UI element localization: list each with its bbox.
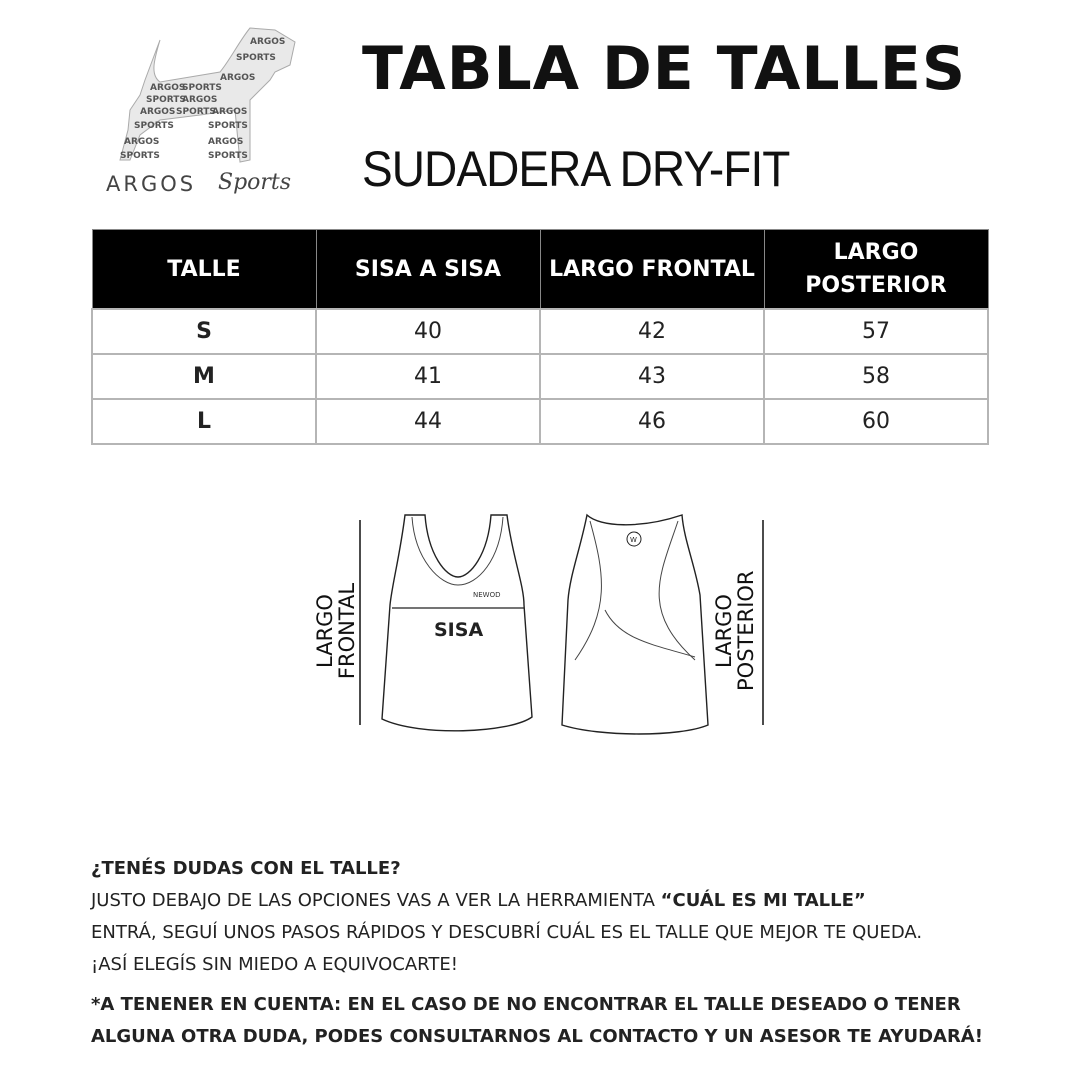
table-header-row xyxy=(92,230,988,310)
svg-text:ARGOS: ARGOS xyxy=(212,107,248,117)
svg-text:NEWOD: NEWOD xyxy=(473,591,501,599)
svg-text:W: W xyxy=(630,536,637,544)
page-title: TABLA DE TALLES xyxy=(362,34,967,104)
size-cell: M xyxy=(92,354,316,399)
back-label-line2: POSTERIOR xyxy=(734,570,758,691)
size-cell: L xyxy=(92,399,316,444)
column-header: LARGO FRONTAL xyxy=(540,230,764,310)
table-cell: 57 xyxy=(764,309,988,354)
column-header: LARGO POSTERIOR xyxy=(764,230,988,310)
help-line-2: ENTRÁ, SEGUÍ UNOS PASOS RÁPIDOS Y DESCUBRÍ CUÁL ES EL TALLE QUE MEJOR TE QUEDA. xyxy=(91,922,923,943)
back-label-line1: LARGO xyxy=(712,594,736,668)
svg-text:SPORTS: SPORTS xyxy=(208,151,248,161)
table-row xyxy=(92,399,988,444)
svg-text:SPORTS: SPORTS xyxy=(146,95,186,105)
table-cell: 41 xyxy=(316,354,540,399)
brand-logo xyxy=(100,20,300,210)
svg-text:SPORTS: SPORTS xyxy=(182,83,222,93)
table-row xyxy=(92,354,988,399)
svg-text:ARGOS: ARGOS xyxy=(140,107,176,117)
table-cell: 46 xyxy=(540,399,764,444)
table-cell: 60 xyxy=(764,399,988,444)
help-line-1 xyxy=(91,885,1031,917)
column-header: TALLE xyxy=(92,230,316,310)
svg-text:ARGOS: ARGOS xyxy=(208,137,244,147)
table-cell: 40 xyxy=(316,309,540,354)
table-row xyxy=(92,309,988,354)
help-notes xyxy=(91,853,1031,1053)
svg-text:SPORTS: SPORTS xyxy=(120,151,160,161)
svg-text:SPORTS: SPORTS xyxy=(176,107,216,117)
tool-name: “CUÁL ES MI TALLE” xyxy=(660,890,866,911)
page-subtitle: SUDADERA DRY-FIT xyxy=(362,141,790,197)
back-length-label xyxy=(713,571,757,691)
svg-text:ARGOS: ARGOS xyxy=(220,73,256,83)
table-cell: 58 xyxy=(764,354,988,399)
svg-text:SPORTS: SPORTS xyxy=(134,121,174,131)
svg-text:ARGOS: ARGOS xyxy=(124,137,160,147)
front-length-label xyxy=(314,581,358,681)
svg-text:SPORTS: SPORTS xyxy=(208,121,248,131)
table-cell: 42 xyxy=(540,309,764,354)
brand-name: ARGOS xyxy=(106,172,197,196)
help-line-1-text: JUSTO DEBAJO DE LAS OPCIONES VAS A VER LA HERRAMIENTA xyxy=(91,890,661,911)
svg-text:ARGOS: ARGOS xyxy=(250,37,286,47)
help-line-3: ¡ASÍ ELEGÍS SIN MIEDO A EQUIVOCARTE! xyxy=(91,954,458,975)
garment-diagram xyxy=(300,505,780,755)
table-cell: 43 xyxy=(540,354,764,399)
warning-note: *A TENENER EN CUENTA: EN EL CASO DE NO ENCONTRAR EL TALLE DESEADO O TENER ALGUNA OTRA DUDA, PODES CONSULTARNOS AL CONTACTO Y UN ASESOR TE AYUDARÁ! xyxy=(91,994,983,1047)
sisa-label: SISA xyxy=(434,619,484,641)
help-question: ¿TENÉS DUDAS CON EL TALLE? xyxy=(91,858,401,879)
svg-text:ARGOS: ARGOS xyxy=(182,95,218,105)
front-label-line1: LARGO xyxy=(313,594,337,668)
size-cell: S xyxy=(92,309,316,354)
column-header: SISA A SISA xyxy=(316,230,540,310)
back-tank-outline xyxy=(562,515,708,734)
dog-logo-icon xyxy=(100,20,300,170)
brand-script: Sports xyxy=(218,170,292,195)
table-cell: 44 xyxy=(316,399,540,444)
tank-top-diagram-icon xyxy=(300,505,780,755)
front-label-line2: FRONTAL xyxy=(335,582,359,680)
svg-text:SPORTS: SPORTS xyxy=(236,53,276,63)
svg-text:ARGOS: ARGOS xyxy=(150,83,186,93)
size-table xyxy=(91,229,989,445)
